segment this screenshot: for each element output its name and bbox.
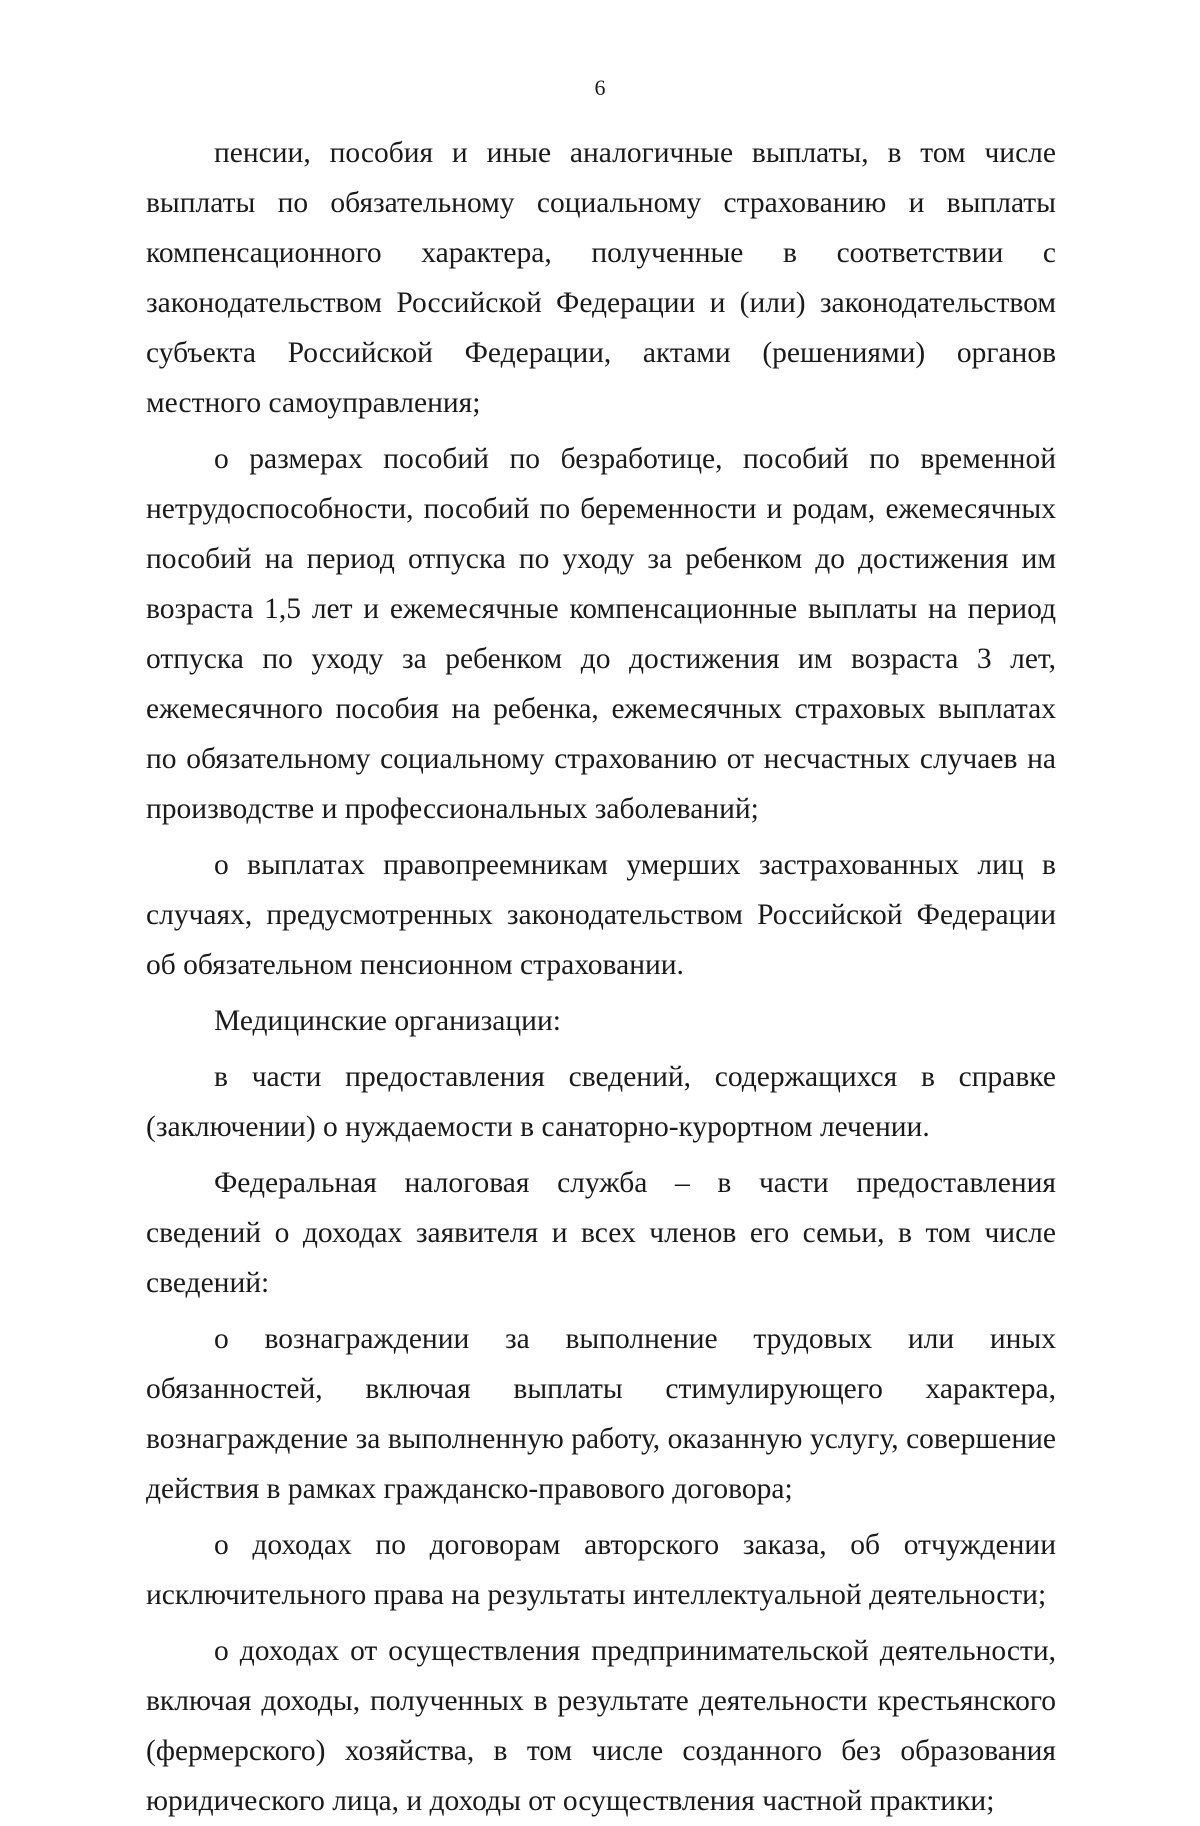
document-body bbox=[146, 128, 1056, 1826]
paragraph-benefit-amounts: о размерах пособий по безработице, пособий по временной нетрудоспособности, пособий по беременности и родам, ежемесячных пособий на период отпуска по уходу за ребенком до достижения им возраста 1,5 лет и ежемесячные компенсационные выплаты на период отпуска по уходу за ребенком до достижения им возраста 3 лет, ежемесячного пособия на ребенка, ежемесячных страховых выплатах по обязательному социальному страхованию от несчастных случаев на производстве и профессиональных заболеваний; bbox=[146, 443, 1056, 825]
paragraph-author-contracts: о доходах по договорам авторского заказа, об отчуждении исключительного права на результаты интеллектуальной деятельности; bbox=[146, 1529, 1056, 1611]
paragraph-remuneration: о вознаграждении за выполнение трудовых или иных обязанностей, включая выплаты стимулирующего характера, вознаграждение за выполненную работу, оказанную услугу, совершение действия в рамках гражданско-правового договора; bbox=[146, 1323, 1056, 1505]
paragraph-tax-service: Федеральная налоговая служба – в части предоставления сведений о доходах заявителя и всех членов его семьи, в том числе сведений: bbox=[146, 1167, 1056, 1299]
paragraph-sanatorium-certificate: в части предоставления сведений, содержащихся в справке (заключении) о нуждаемости в санаторно-курортном лечении. bbox=[146, 1061, 1056, 1143]
page-number: 6 bbox=[594, 75, 606, 100]
paragraph-successor-payments: о выплатах правопреемникам умерших застрахованных лиц в случаях, предусмотренных законодательством Российской Федерации об обязательном пенсионном страховании. bbox=[146, 849, 1056, 981]
paragraph-pensions: пенсии, пособия и иные аналогичные выплаты, в том числе выплаты по обязательному социальному страхованию и выплаты компенсационного характера, полученные в соответствии с законодательством Российской Федерации и (или) законодательством субъекта Российской Федерации, актами (решениями) органов местного самоуправления; bbox=[146, 137, 1056, 419]
paragraph-medical-organizations: Медицинские организации: bbox=[214, 1005, 561, 1037]
paragraph-business-income: о доходах от осуществления предпринимательской деятельности, включая доходы, полученных в результате деятельности крестьянского (фермерского) хозяйства, в том числе созданного без образования юридического лица, и доходы от осуществления частной практики; bbox=[146, 1635, 1056, 1817]
